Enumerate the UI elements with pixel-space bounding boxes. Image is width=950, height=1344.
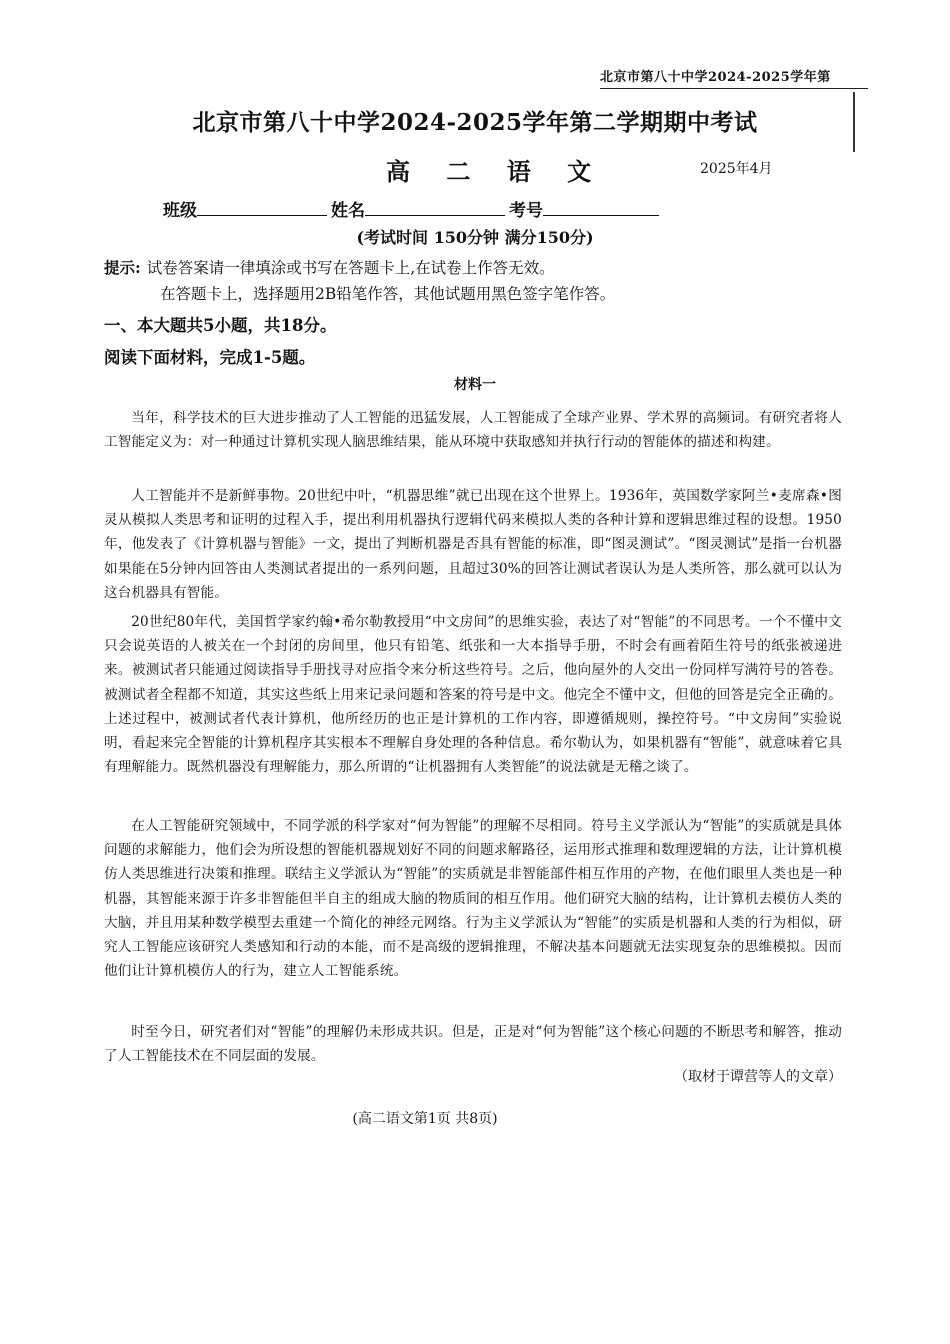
hint-text-2: 在答题卡上，选择题用2B铅笔作答，其他试题用黑色签字笔作答。 (160, 285, 616, 303)
paragraph-text: 时至今日，研究者们对“智能”的理解仍未形成共识。但是，正是对“何为智能”这个核心问题的不断思考和解答，推动了人工智能技术在不同层面的发展。 (104, 1024, 842, 1065)
id-blank[interactable] (543, 197, 659, 216)
class-blank[interactable] (197, 197, 327, 216)
paragraph-text: 当年，科学技术的巨大进步推动了人工智能的迅猛发展，人工智能成了全球产业界、学术界的高频词。有研究者将人工智能定义为：对一种通过计算机实现人脑思维结果，能从环境中获取感知并执行行动的智能体的描述和构建。 (104, 410, 842, 451)
exam-date: 2025年4月 (700, 161, 773, 177)
name-blank[interactable] (365, 197, 505, 216)
paragraph-text: 人工智能并不是新鲜事物。20世纪中叶，“机器思维”就已出现在这个世界上。1936年，英国数学家阿兰•麦席森•图灵从模拟人类思考和证明的过程入手，提出利用机器执行逻辑代码来模拟人类的各种计算和逻辑思维过程的设想。1950年，他发表了《计算机器与智能》一文，提出了判断机器是否具有智能的标准，即“图灵测试”。“图灵测试”是指一台机器如果能在5分钟内回答由人类测试者提出的一系列问题，且超过30%的回答让测试者误认为是人类所答，那么就可以认为这台机器具有智能。 (104, 488, 842, 601)
hint-line-1 (104, 256, 555, 278)
passage-paragraph-3 (104, 610, 842, 779)
id-label: 考号 (509, 201, 543, 221)
passage-paragraph-2 (104, 484, 842, 605)
passage-paragraph-5 (104, 1020, 842, 1068)
exam-time-note: (考试时间 150分钟 满分150分) (356, 228, 594, 247)
subject-heading: 高 二 语 文 (386, 157, 606, 186)
paragraph-text: 在人工智能研究领域中，不同学派的科学家对“何为智能”的理解不尽相同。符号主义学派认为“智能”的实质就是具体问题的求解能力，他们会为所设想的智能机器规划好不同的问题求解路径，运用形式推理和数理逻辑的方法，让计算机模仿人类思维进行决策和推理。联结主义学派认为“智能”的实质就是非智能部件相互作用的产物，在他们眼里人类也是一种机器，其智能来源于许多非智能但半自主的组成大脑的物质间的相互作用。他们研究大脑的结构，让计算机去模仿人类的大脑，并且用某种数学模型去重建一个简化的神经元网络。行为主义学派认为“智能”的实质是机器和人类的行为相似，研究人工智能应该研究人类感知和行动的本能，而不是高级的逻辑推理，不解决基本问题就无法实现复杂的思维模拟。因而他们让计算机模仿人的行为，建立人工智能系统。 (104, 818, 842, 980)
reading-instruction: 阅读下面材料，完成1-5题。 (104, 348, 316, 367)
hint-line-2 (160, 282, 615, 304)
page-footer: (高二语文第1页 共8页) (352, 1111, 498, 1127)
hint-label: 提示: (104, 258, 141, 277)
paragraph-text: 20世纪80年代，美国哲学家约翰•希尔勒教授用“中文房间”的思维实验，表达了对“智能”的不同思考。一个不懂中文只会说英语的人被关在一个封闭的房间里，他只有铅笔、纸张和一大本指导手册，不时会有画着陌生符号的纸张被递进来。被测试者只能通过阅读指导手册找寻对应指令来分析这些符号。之后，他向屋外的人交出一份同样写满符号的答卷。被测试者全程都不知道，其实这些纸上用来记录问题和答案的符号是中文。他完全不懂中文，但他的回答是完全正确的。上述过程中，被测试者代表计算机，他所经历的也正是计算机的工作内容，即遵循规则，操控符号。“中文房间”实验说明，看起来完全智能的计算机程序其实根本不理解自身处理的各种信息。希尔勒认为，如果机器有“智能”，就意味着它具有理解能力。既然机器没有理解能力，那么所谓的“让机器拥有人类智能”的说法就是无稽之谈了。 (104, 614, 842, 776)
section-heading: 一、本大题共5小题，共18分。 (104, 316, 337, 335)
material-title: 材料一 (454, 377, 496, 393)
student-info-fields (163, 196, 663, 221)
running-header: 北京市第八十中学2024-2025学年第 (600, 66, 868, 89)
class-label: 班级 (163, 201, 197, 221)
source-attribution: （取材于谭营等人的文章） (674, 1069, 842, 1085)
passage-paragraph-1 (104, 406, 842, 454)
passage-paragraph-4 (104, 814, 842, 983)
name-label: 姓名 (331, 201, 365, 221)
hint-text-1: 试卷答案请一律填涂或书写在答题卡上,在试卷上作答无效。 (146, 259, 555, 277)
exam-title: 北京市第八十中学2024-2025学年第二学期期中考试 (192, 109, 758, 136)
